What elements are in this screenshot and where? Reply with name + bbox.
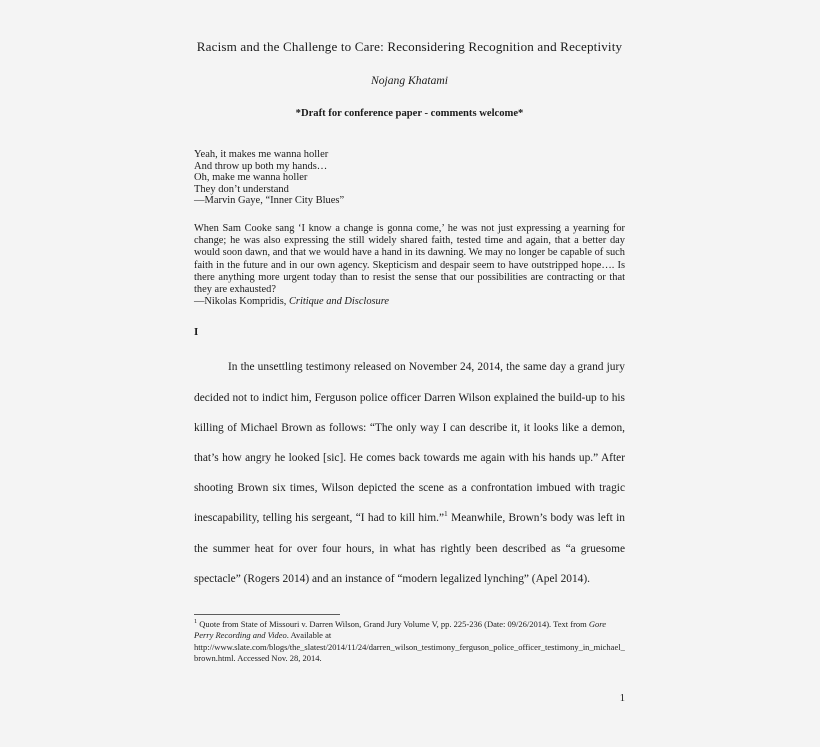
epigraph-lyric [194, 121, 625, 207]
lyric-attribution: —Marvin Gaye, “Inner City Blues” [194, 195, 345, 207]
epigraph-blockquote [194, 207, 625, 308]
epigraph-blockquote-attribution [194, 296, 625, 308]
section-heading: I [194, 326, 199, 339]
footnote-area [194, 614, 625, 665]
draft-note: *Draft for conference paper - comments welcome* [295, 108, 524, 119]
footnote-entry [194, 619, 625, 665]
body-paragraph-part2: Meanwhile, Brown’s body was left in the summer heat for over four hours, in what has rightly been described as “a gruesome spectacle” (Rogers 2014) and an instance of “modern legalized lynching” (Apel 2014). [194, 512, 625, 585]
footnote-text-after-title: . Available at http://www.slate.com/blogs/the_slatest/2014/11/24/darren_wilson_testimony_ferguson_police_officer_testimony_in_michael_brown.html. Accessed Nov. 28, 2014. [194, 630, 625, 664]
lyric-line-1: Yeah, it makes me wanna holler [194, 149, 329, 160]
body-paragraph-part1: In the unsettling testimony released on November 24, 2014, the same day a grand jury decided not to indict him, Ferguson police officer Darren Wilson explained the build-up to his killing of Michael Brown as follows: “The only way I can describe it, it looks like a demon, that’s how angry he looked [sic]. He comes back towards me again with his hands up.” After shooting Brown six times, Wilson depicted the scene as a confrontation imbued with tragic inescapability, telling his sergeant, “I had to kill him.” [194, 361, 625, 525]
epigraph-blockquote-text: When Sam Cooke sang ‘I know a change is gonna come,’ he was not just expressing a yearning for change; he was also expressing the still widely shared faith, tested time and again, that a better day would soon dawn, and that we would have a hand in its dawning. We may no longer be capable of such faith in the future and in our own agency. Skepticism and despair seem to have outstripped hope…. Is there anything more urgent today than to resist the sense that our possibilities are contracting or that they are exhausted? [194, 222, 625, 295]
footnote-reference-marker[interactable]: 1 [444, 509, 448, 519]
epigraph-attribution-author: —Nikolas Kompridis, [194, 296, 289, 308]
epigraph-attribution-work: Critique and Disclosure [288, 296, 390, 308]
text-column [194, 0, 625, 594]
footnote-text-before-title: Quote from State of Missouri v. Darren Wilson, Grand Jury Volume V, pp. 225-236 (Date: 09/26/2014). Text from [199, 619, 589, 629]
author-name: Nojang Khatami [371, 74, 448, 87]
footnote-number: 1 [194, 618, 198, 626]
page-title: Racism and the Challenge to Care: Reconsidering Recognition and Receptivity [196, 39, 623, 54]
lyric-line-4: They don’t understand [194, 183, 289, 195]
lyric-line-3: Oh, make me wanna holler [194, 172, 308, 184]
footnote-italic-title: Gore Perry Recording and Video [194, 619, 607, 641]
footnote-separator-rule [194, 614, 340, 615]
lyric-line-2: And throw up both my hands… [194, 160, 328, 172]
body-paragraph [194, 339, 625, 594]
page-number: 1 [619, 693, 625, 704]
